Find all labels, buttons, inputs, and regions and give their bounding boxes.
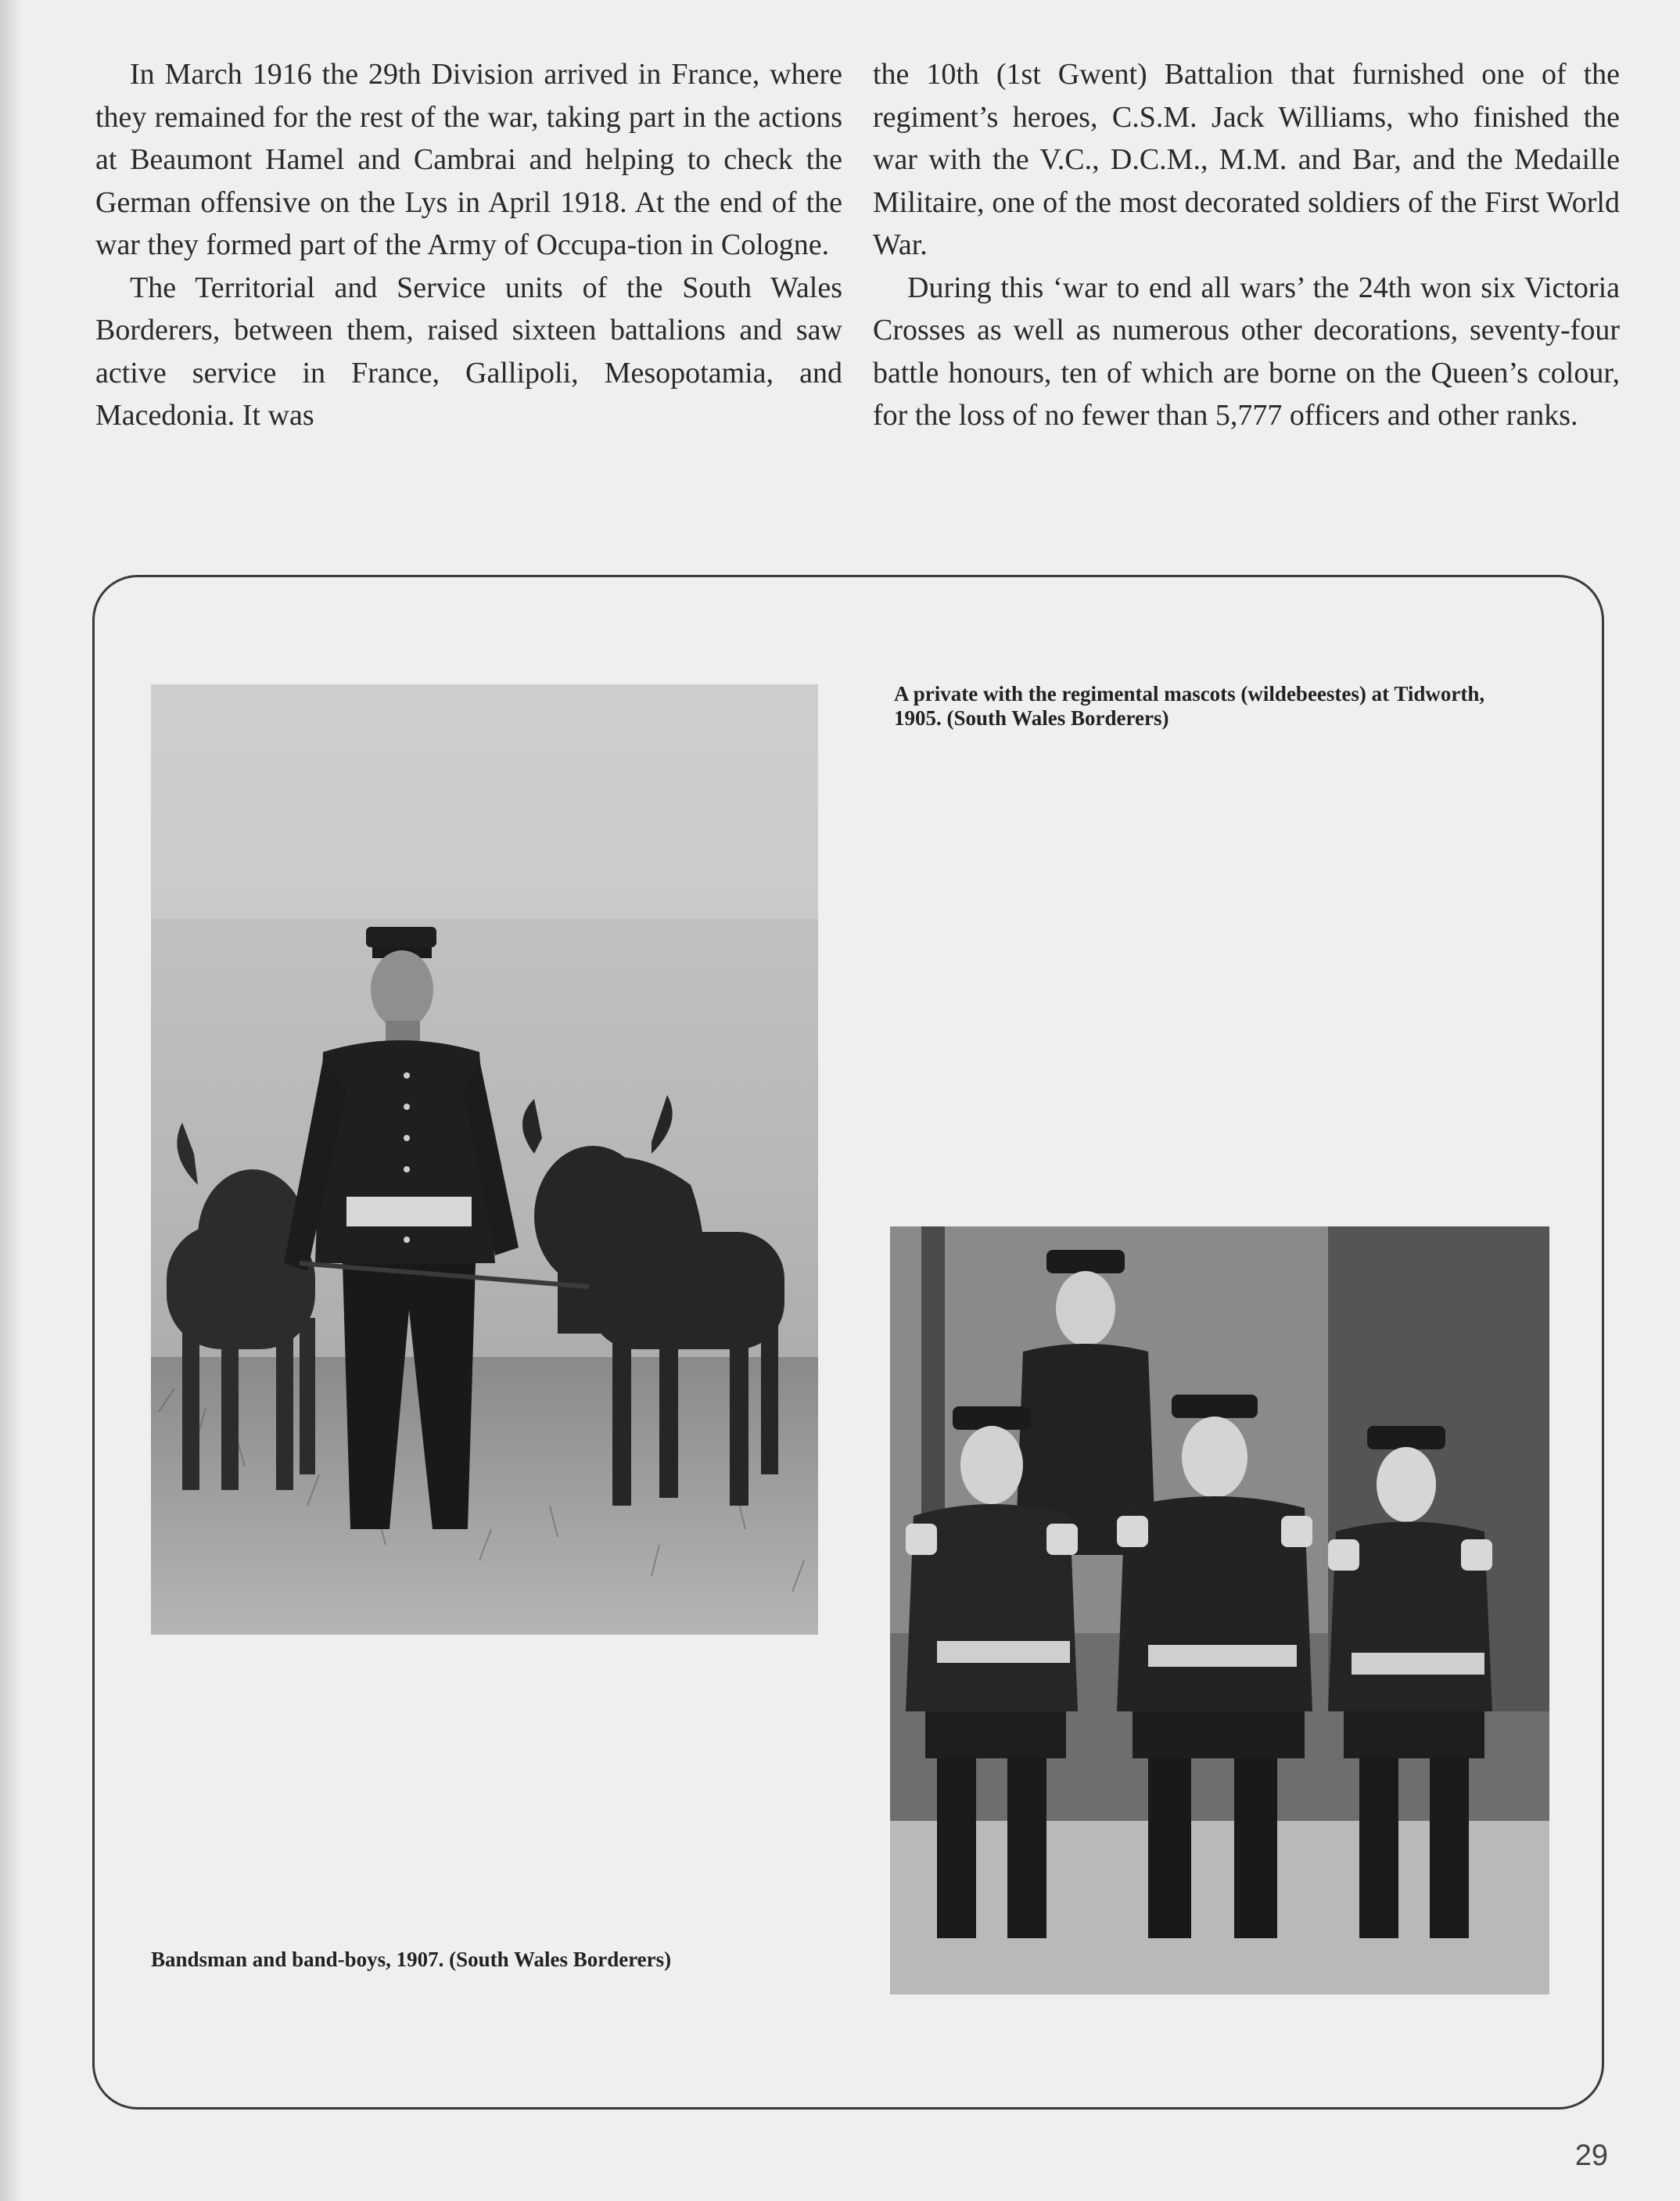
band-photo: [890, 1226, 1549, 1995]
mascots-photo-caption: A private with the regimental mascots (wildebeestes) at Tidworth, 1905. (South Wales Borderers): [894, 682, 1485, 730]
band-photo-caption: Bandsman and band-boys, 1907. (South Wales Borderers): [151, 1948, 672, 1971]
band-photo-image: [890, 1226, 1549, 1995]
body-paragraph-continued: the 10th (1st Gwent) Battalion that furnished one of the regiment’s heroes, C.S.M. Jack Williams, who finished the war with the V.C., D.C.M., M.M. and Bar, and the Medaille Militaire, one of the most decorated soldiers of the First World War.: [873, 58, 1620, 261]
body-paragraph: The Territorial and Service units of the South Wales Borderers, between them, raised sixteen battalions and saw active service in France, Gallipoli, Mesopotamia, and Macedonia. It was: [95, 271, 842, 432]
text-column-left: [95, 53, 842, 437]
page-binding-edge: [0, 0, 20, 2201]
page-number: 29: [1574, 2139, 1608, 2172]
body-paragraph: In March 1916 the 29th Division arrived in France, where they remained for the rest of the war, taking part in the actions at Beaumont Hamel and Cambrai and helping to check the German offensive on the Lys in April 1918. At the end of the war they formed part of the Army of Occupa-tion in Cologne.: [95, 58, 842, 261]
mascots-photo: [151, 684, 818, 1635]
mascots-photo-image: [151, 684, 818, 1635]
text-column-right: [873, 53, 1620, 437]
body-paragraph: During this ‘war to end all wars’ the 24th won six Victoria Crosses as well as numerous other decorations, seventy-four battle honours, ten of which are borne on the Queen’s colour, for the loss of no fewer than 5,777 officers and other ranks.: [873, 271, 1620, 432]
